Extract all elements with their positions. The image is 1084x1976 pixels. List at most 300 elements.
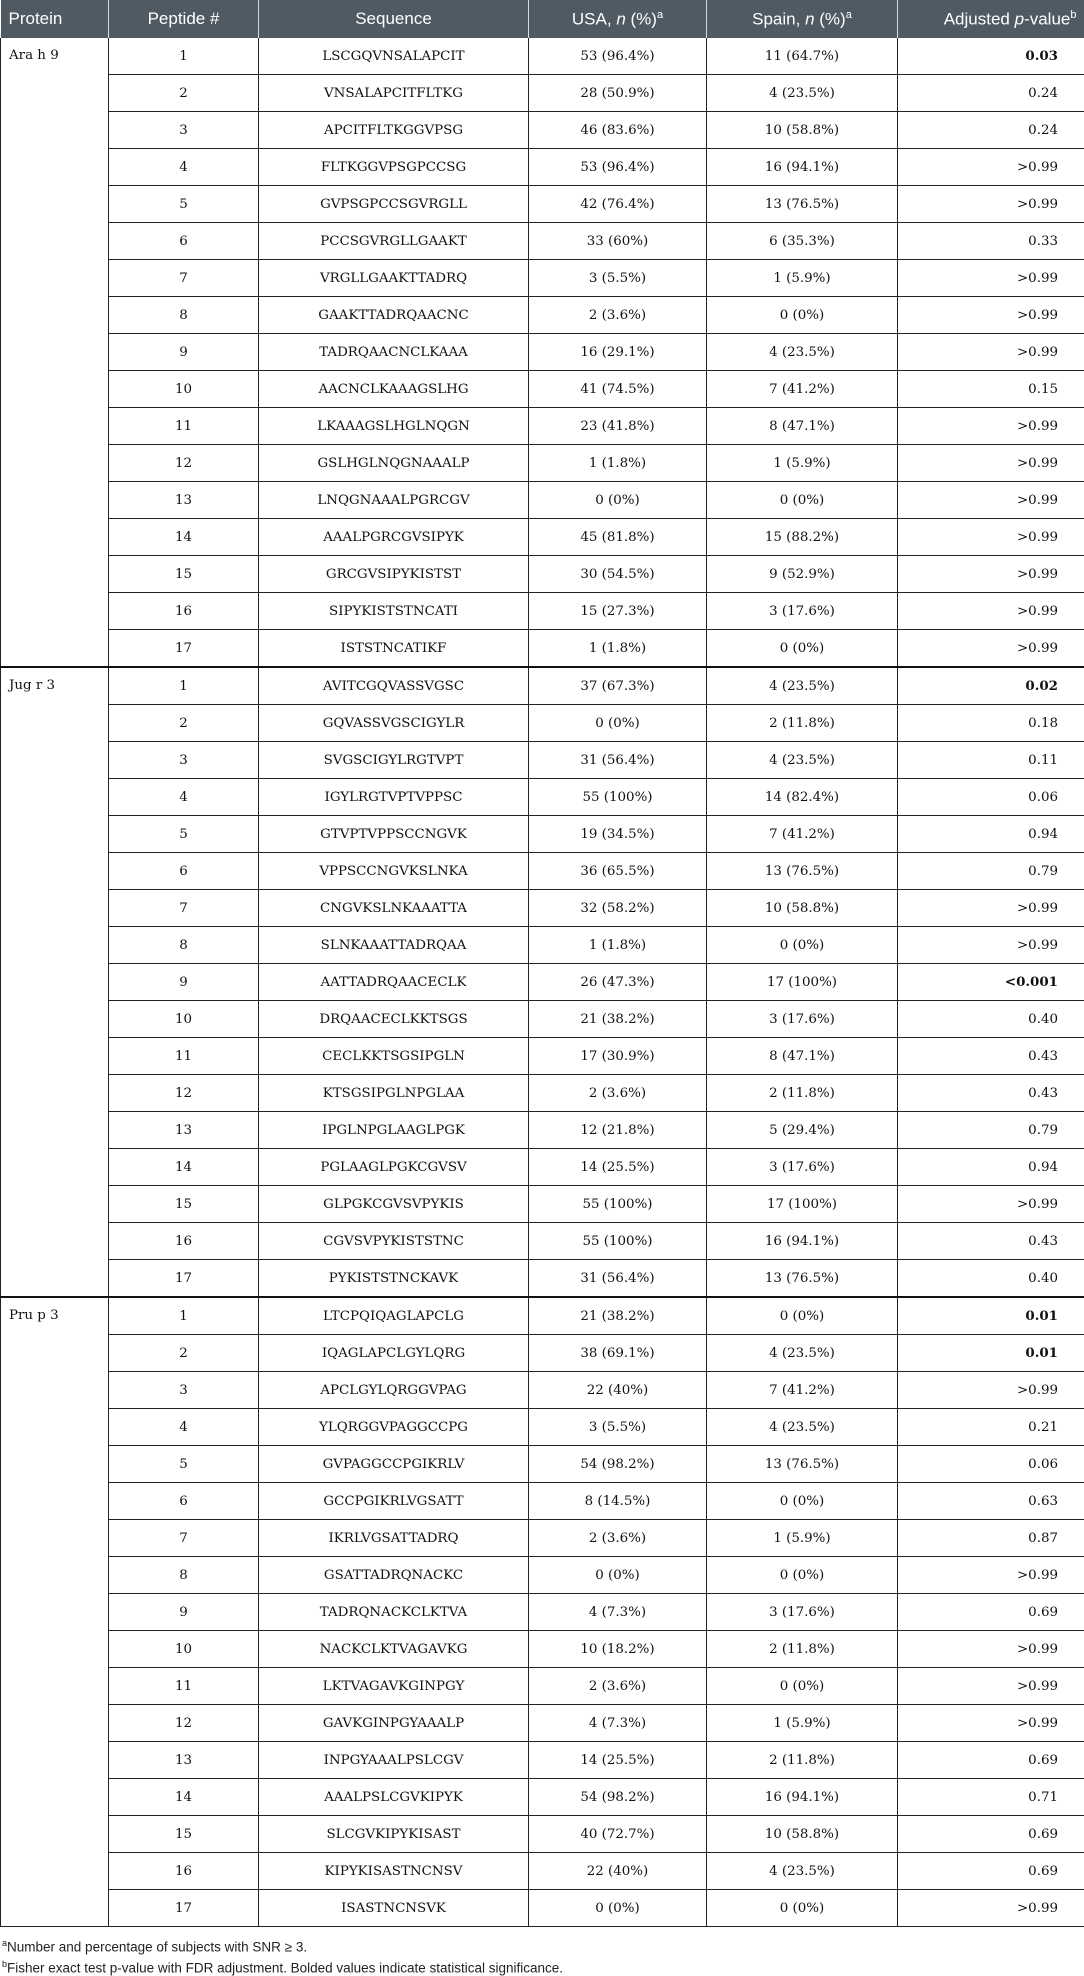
peptide-number-cell: 5 (109, 186, 259, 223)
usa-count-cell: 55 (100%) (529, 779, 707, 816)
sequence-cell: PGLAAGLPGKCGVSV (259, 1149, 529, 1186)
table-row (1, 112, 1084, 149)
spain-count-cell: 7 (41.2%) (707, 816, 898, 853)
table-row (1, 1779, 1084, 1816)
peptide-number-cell: 15 (109, 556, 259, 593)
spain-count-cell: 3 (17.6%) (707, 593, 898, 630)
peptide-number-cell: 15 (109, 1816, 259, 1853)
sequence-cell: GVPSGPCCSGVRGLL (259, 186, 529, 223)
usa-count-cell: 1 (1.8%) (529, 445, 707, 482)
sequence-cell: GRCGVSIPYKISTST (259, 556, 529, 593)
spain-count-cell: 11 (64.7%) (707, 38, 898, 75)
peptide-number-cell: 16 (109, 1853, 259, 1890)
header-spain-n: n (805, 9, 814, 28)
usa-count-cell: 2 (3.6%) (529, 1668, 707, 1705)
footnote-b-text: Fisher exact test p-value with FDR adjustment. Bolded values indicate statistical significance. (7, 1960, 563, 1975)
sequence-cell: LTCPQIQAGLAPCLG (259, 1297, 529, 1335)
spain-count-cell: 16 (94.1%) (707, 149, 898, 186)
peptide-number-cell: 7 (109, 890, 259, 927)
usa-count-cell: 45 (81.8%) (529, 519, 707, 556)
sequence-cell: GSLHGLNQGNAAALP (259, 445, 529, 482)
footnote-a (2, 1935, 1084, 1956)
adjusted-pvalue-cell: >0.99 (898, 593, 1084, 630)
usa-count-cell: 4 (7.3%) (529, 1594, 707, 1631)
table-row (1, 1112, 1084, 1149)
peptide-number-cell: 14 (109, 1779, 259, 1816)
sequence-cell: ISASTNCNSVK (259, 1890, 529, 1927)
sequence-cell: CNGVKSLNKAAATTA (259, 890, 529, 927)
adjusted-pvalue-cell: 0.24 (898, 75, 1084, 112)
table-row (1, 371, 1084, 408)
adjusted-pvalue-cell: 0.43 (898, 1075, 1084, 1112)
adjusted-pvalue-cell: 0.01 (898, 1297, 1084, 1335)
adjusted-pvalue-cell: 0.87 (898, 1520, 1084, 1557)
spain-count-cell: 2 (11.8%) (707, 705, 898, 742)
header-spain-pct: (%) (815, 9, 846, 28)
spain-count-cell: 0 (0%) (707, 927, 898, 964)
sequence-cell: AACNCLKAAAGSLHG (259, 371, 529, 408)
table-row (1, 1705, 1084, 1742)
table-row (1, 1335, 1084, 1372)
peptide-number-cell: 11 (109, 1038, 259, 1075)
usa-count-cell: 14 (25.5%) (529, 1149, 707, 1186)
sequence-cell: IQAGLAPCLGYLQRG (259, 1335, 529, 1372)
header-usa-n: n (616, 9, 625, 28)
adjusted-pvalue-cell: 0.06 (898, 1446, 1084, 1483)
header-usa-pct: (%) (626, 9, 657, 28)
usa-count-cell: 3 (5.5%) (529, 1409, 707, 1446)
table-row (1, 1075, 1084, 1112)
adjusted-pvalue-cell: 0.11 (898, 742, 1084, 779)
spain-count-cell: 0 (0%) (707, 1557, 898, 1594)
table-body (1, 38, 1084, 1927)
sequence-cell: TADRQAACNCLKAAA (259, 334, 529, 371)
usa-count-cell: 22 (40%) (529, 1853, 707, 1890)
spain-count-cell: 0 (0%) (707, 630, 898, 668)
usa-count-cell: 17 (30.9%) (529, 1038, 707, 1075)
usa-count-cell: 0 (0%) (529, 1557, 707, 1594)
sequence-cell: SIPYKISTSTNCATI (259, 593, 529, 630)
protein-cell: Jug r 3 (1, 667, 109, 1297)
peptide-number-cell: 5 (109, 1446, 259, 1483)
peptide-number-cell: 16 (109, 1223, 259, 1260)
spain-count-cell: 7 (41.2%) (707, 371, 898, 408)
table-row (1, 1186, 1084, 1223)
header-usa-footnote: a (657, 9, 663, 21)
usa-count-cell: 42 (76.4%) (529, 186, 707, 223)
table-row (1, 1594, 1084, 1631)
sequence-cell: LKAAAGSLHGLNQGN (259, 408, 529, 445)
sequence-cell: CECLKKTSGSIPGLN (259, 1038, 529, 1075)
adjusted-pvalue-cell: 0.69 (898, 1594, 1084, 1631)
usa-count-cell: 2 (3.6%) (529, 1075, 707, 1112)
usa-count-cell: 15 (27.3%) (529, 593, 707, 630)
spain-count-cell: 4 (23.5%) (707, 742, 898, 779)
table-row (1, 1372, 1084, 1409)
adjusted-pvalue-cell: 0.69 (898, 1816, 1084, 1853)
table-row (1, 779, 1084, 816)
sequence-cell: GAAKTTADRQAACNC (259, 297, 529, 334)
footnote-a-text: Number and percentage of subjects with SNR ≥ 3. (7, 1940, 307, 1955)
peptide-number-cell: 11 (109, 408, 259, 445)
header-row (1, 0, 1084, 38)
sequence-cell: YLQRGGVPAGGCCPG (259, 1409, 529, 1446)
peptide-number-cell: 13 (109, 1742, 259, 1779)
usa-count-cell: 38 (69.1%) (529, 1335, 707, 1372)
spain-count-cell: 4 (23.5%) (707, 667, 898, 705)
header-spain-label: Spain, (752, 9, 805, 28)
usa-count-cell: 2 (3.6%) (529, 297, 707, 334)
adjusted-pvalue-cell: >0.99 (898, 482, 1084, 519)
usa-count-cell: 31 (56.4%) (529, 1260, 707, 1298)
spain-count-cell: 2 (11.8%) (707, 1631, 898, 1668)
spain-count-cell: 9 (52.9%) (707, 556, 898, 593)
peptide-number-cell: 16 (109, 593, 259, 630)
adjusted-pvalue-cell: 0.94 (898, 1149, 1084, 1186)
table-row (1, 1409, 1084, 1446)
usa-count-cell: 33 (60%) (529, 223, 707, 260)
peptide-number-cell: 4 (109, 779, 259, 816)
peptide-number-cell: 7 (109, 1520, 259, 1557)
sequence-cell: AATTADRQAACECLK (259, 964, 529, 1001)
spain-count-cell: 16 (94.1%) (707, 1223, 898, 1260)
adjusted-pvalue-cell: 0.03 (898, 38, 1084, 75)
adjusted-pvalue-cell: >0.99 (898, 556, 1084, 593)
table-row (1, 853, 1084, 890)
spain-count-cell: 0 (0%) (707, 297, 898, 334)
adjusted-pvalue-cell: 0.15 (898, 371, 1084, 408)
table-row (1, 1520, 1084, 1557)
table-row (1, 1742, 1084, 1779)
peptide-number-cell: 3 (109, 112, 259, 149)
table-row (1, 519, 1084, 556)
table-row (1, 1890, 1084, 1927)
peptide-number-cell: 1 (109, 38, 259, 75)
usa-count-cell: 41 (74.5%) (529, 371, 707, 408)
sequence-cell: VNSALAPCITFLTKG (259, 75, 529, 112)
usa-count-cell: 0 (0%) (529, 482, 707, 519)
table-row (1, 38, 1084, 75)
spain-count-cell: 8 (47.1%) (707, 408, 898, 445)
spain-count-cell: 8 (47.1%) (707, 1038, 898, 1075)
spain-count-cell: 4 (23.5%) (707, 75, 898, 112)
adjusted-pvalue-cell: >0.99 (898, 334, 1084, 371)
sequence-cell: AVITCGQVASSVGSC (259, 667, 529, 705)
footnote-a-mark: a (2, 1938, 7, 1948)
peptide-number-cell: 2 (109, 705, 259, 742)
sequence-cell: IPGLNPGLAAGLPGK (259, 1112, 529, 1149)
adjusted-pvalue-cell: >0.99 (898, 445, 1084, 482)
spain-count-cell: 2 (11.8%) (707, 1742, 898, 1779)
spain-count-cell: 2 (11.8%) (707, 1075, 898, 1112)
sequence-cell: DRQAACECLKKTSGS (259, 1001, 529, 1038)
adjusted-pvalue-cell: >0.99 (898, 1557, 1084, 1594)
sequence-cell: LNQGNAAALPGRCGV (259, 482, 529, 519)
sequence-cell: LKTVAGAVKGINPGY (259, 1668, 529, 1705)
peptide-number-cell: 17 (109, 1260, 259, 1298)
peptide-number-cell: 8 (109, 1557, 259, 1594)
spain-count-cell: 7 (41.2%) (707, 1372, 898, 1409)
sequence-cell: SVGSCIGYLRGTVPT (259, 742, 529, 779)
adjusted-pvalue-cell: 0.69 (898, 1853, 1084, 1890)
table-row (1, 1483, 1084, 1520)
sequence-cell: NACKCLKTVAGAVKG (259, 1631, 529, 1668)
table-row (1, 334, 1084, 371)
peptide-number-cell: 17 (109, 1890, 259, 1927)
adjusted-pvalue-cell: 0.02 (898, 667, 1084, 705)
sequence-cell: PYKISTSTNCKAVK (259, 1260, 529, 1298)
header-p: p (1015, 9, 1024, 28)
peptide-number-cell: 6 (109, 853, 259, 890)
spain-count-cell: 4 (23.5%) (707, 334, 898, 371)
adjusted-pvalue-cell: 0.24 (898, 112, 1084, 149)
protein-cell: Ara h 9 (1, 38, 109, 667)
spain-count-cell: 1 (5.9%) (707, 1520, 898, 1557)
table-row (1, 1557, 1084, 1594)
table-row (1, 1631, 1084, 1668)
sequence-cell: GAVKGINPGYAAALP (259, 1705, 529, 1742)
sequence-cell: AAALPSLCGVKIPYK (259, 1779, 529, 1816)
peptide-number-cell: 14 (109, 519, 259, 556)
header-sequence: Sequence (259, 0, 529, 38)
adjusted-pvalue-cell: >0.99 (898, 630, 1084, 668)
peptide-number-cell: 3 (109, 742, 259, 779)
spain-count-cell: 13 (76.5%) (707, 853, 898, 890)
adjusted-pvalue-cell: 0.06 (898, 779, 1084, 816)
spain-count-cell: 17 (100%) (707, 964, 898, 1001)
usa-count-cell: 54 (98.2%) (529, 1446, 707, 1483)
peptide-number-cell: 17 (109, 630, 259, 668)
table-row (1, 1260, 1084, 1298)
spain-count-cell: 17 (100%) (707, 1186, 898, 1223)
usa-count-cell: 0 (0%) (529, 1890, 707, 1927)
table-row (1, 593, 1084, 630)
adjusted-pvalue-cell: >0.99 (898, 1372, 1084, 1409)
table-row (1, 1297, 1084, 1335)
table-row (1, 927, 1084, 964)
sequence-cell: VRGLLGAAKTTADRQ (259, 260, 529, 297)
adjusted-pvalue-cell: >0.99 (898, 1186, 1084, 1223)
peptide-number-cell: 8 (109, 297, 259, 334)
usa-count-cell: 22 (40%) (529, 1372, 707, 1409)
table-row (1, 260, 1084, 297)
usa-count-cell: 1 (1.8%) (529, 927, 707, 964)
peptide-number-cell: 15 (109, 1186, 259, 1223)
peptide-number-cell: 1 (109, 667, 259, 705)
spain-count-cell: 3 (17.6%) (707, 1594, 898, 1631)
spain-count-cell: 6 (35.3%) (707, 223, 898, 260)
adjusted-pvalue-cell: >0.99 (898, 519, 1084, 556)
adjusted-pvalue-cell: 0.18 (898, 705, 1084, 742)
header-adjusted-label: Adjusted (944, 9, 1015, 28)
peptide-number-cell: 13 (109, 482, 259, 519)
adjusted-pvalue-cell: >0.99 (898, 1890, 1084, 1927)
header-value-suffix: -value (1024, 9, 1070, 28)
header-usa-label: USA, (572, 9, 616, 28)
table-row (1, 186, 1084, 223)
adjusted-pvalue-cell: 0.43 (898, 1223, 1084, 1260)
protein-cell: Pru p 3 (1, 1297, 109, 1927)
peptide-number-cell: 14 (109, 1149, 259, 1186)
adjusted-pvalue-cell: >0.99 (898, 1631, 1084, 1668)
sequence-cell: VPPSCCNGVKSLNKA (259, 853, 529, 890)
peptide-number-cell: 13 (109, 1112, 259, 1149)
peptide-number-cell: 4 (109, 149, 259, 186)
table-row (1, 1816, 1084, 1853)
table-row (1, 630, 1084, 668)
usa-count-cell: 26 (47.3%) (529, 964, 707, 1001)
sequence-cell: FLTKGGVPSGPCCSG (259, 149, 529, 186)
usa-count-cell: 30 (54.5%) (529, 556, 707, 593)
footnote-b (2, 1956, 1084, 1976)
peptide-number-cell: 10 (109, 371, 259, 408)
usa-count-cell: 3 (5.5%) (529, 260, 707, 297)
table-row (1, 1038, 1084, 1075)
table-row (1, 556, 1084, 593)
footnote-b-mark: b (2, 1959, 7, 1969)
table-row (1, 742, 1084, 779)
table-row (1, 1223, 1084, 1260)
table-row (1, 1668, 1084, 1705)
peptide-number-cell: 11 (109, 1668, 259, 1705)
usa-count-cell: 14 (25.5%) (529, 1742, 707, 1779)
sequence-cell: LSCGQVNSALAPCIT (259, 38, 529, 75)
table-header (1, 0, 1084, 38)
spain-count-cell: 0 (0%) (707, 1890, 898, 1927)
table-row (1, 223, 1084, 260)
table-row (1, 1853, 1084, 1890)
adjusted-pvalue-cell: >0.99 (898, 1705, 1084, 1742)
usa-count-cell: 19 (34.5%) (529, 816, 707, 853)
sequence-cell: CGVSVPYKISTSTNC (259, 1223, 529, 1260)
peptide-number-cell: 9 (109, 964, 259, 1001)
usa-count-cell: 40 (72.7%) (529, 1816, 707, 1853)
adjusted-pvalue-cell: 0.40 (898, 1001, 1084, 1038)
spain-count-cell: 10 (58.8%) (707, 1816, 898, 1853)
adjusted-pvalue-cell: 0.79 (898, 853, 1084, 890)
peptide-number-cell: 8 (109, 927, 259, 964)
sequence-cell: APCLGYLQRGGVPAG (259, 1372, 529, 1409)
sequence-cell: GLPGKCGVSVPYKIS (259, 1186, 529, 1223)
usa-count-cell: 53 (96.4%) (529, 149, 707, 186)
header-spain-footnote: a (846, 9, 852, 21)
peptide-number-cell: 6 (109, 223, 259, 260)
adjusted-pvalue-cell: 0.01 (898, 1335, 1084, 1372)
sequence-cell: IGYLRGTVPTVPPSC (259, 779, 529, 816)
adjusted-pvalue-cell: >0.99 (898, 927, 1084, 964)
usa-count-cell: 10 (18.2%) (529, 1631, 707, 1668)
usa-count-cell: 4 (7.3%) (529, 1705, 707, 1742)
peptide-number-cell: 12 (109, 1075, 259, 1112)
peptide-number-cell: 10 (109, 1001, 259, 1038)
peptide-number-cell: 12 (109, 445, 259, 482)
adjusted-pvalue-cell: >0.99 (898, 149, 1084, 186)
usa-count-cell: 2 (3.6%) (529, 1520, 707, 1557)
sequence-cell: AAALPGRCGVSIPYK (259, 519, 529, 556)
usa-count-cell: 21 (38.2%) (529, 1001, 707, 1038)
sequence-cell: IKRLVGSATTADRQ (259, 1520, 529, 1557)
peptide-number-cell: 10 (109, 1631, 259, 1668)
usa-count-cell: 32 (58.2%) (529, 890, 707, 927)
adjusted-pvalue-cell: 0.21 (898, 1409, 1084, 1446)
peptide-number-cell: 12 (109, 1705, 259, 1742)
adjusted-pvalue-cell: 0.69 (898, 1742, 1084, 1779)
usa-count-cell: 36 (65.5%) (529, 853, 707, 890)
sequence-cell: SLNKAAATTADRQAA (259, 927, 529, 964)
spain-count-cell: 0 (0%) (707, 1297, 898, 1335)
header-adjusted-footnote: b (1070, 9, 1076, 21)
adjusted-pvalue-cell: 0.79 (898, 1112, 1084, 1149)
peptide-number-cell: 9 (109, 1594, 259, 1631)
adjusted-pvalue-cell: >0.99 (898, 890, 1084, 927)
peptide-number-cell: 2 (109, 1335, 259, 1372)
sequence-cell: APCITFLTKGGVPSG (259, 112, 529, 149)
spain-count-cell: 3 (17.6%) (707, 1001, 898, 1038)
spain-count-cell: 0 (0%) (707, 482, 898, 519)
spain-count-cell: 10 (58.8%) (707, 112, 898, 149)
header-spain (707, 0, 898, 38)
adjusted-pvalue-cell: 0.71 (898, 1779, 1084, 1816)
table-row (1, 667, 1084, 705)
adjusted-pvalue-cell: 0.43 (898, 1038, 1084, 1075)
table-row (1, 890, 1084, 927)
spain-count-cell: 0 (0%) (707, 1668, 898, 1705)
adjusted-pvalue-cell: >0.99 (898, 186, 1084, 223)
spain-count-cell: 13 (76.5%) (707, 1260, 898, 1298)
table-row (1, 1149, 1084, 1186)
adjusted-pvalue-cell: 0.33 (898, 223, 1084, 260)
table-row (1, 1001, 1084, 1038)
spain-count-cell: 1 (5.9%) (707, 445, 898, 482)
adjusted-pvalue-cell: <0.001 (898, 964, 1084, 1001)
spain-count-cell: 1 (5.9%) (707, 260, 898, 297)
adjusted-pvalue-cell: >0.99 (898, 260, 1084, 297)
header-adjusted-pvalue (898, 0, 1084, 38)
adjusted-pvalue-cell: 0.40 (898, 1260, 1084, 1298)
spain-count-cell: 5 (29.4%) (707, 1112, 898, 1149)
sequence-cell: GCCPGIKRLVGSATT (259, 1483, 529, 1520)
table-row (1, 816, 1084, 853)
table-row (1, 149, 1084, 186)
usa-count-cell: 55 (100%) (529, 1186, 707, 1223)
usa-count-cell: 0 (0%) (529, 705, 707, 742)
adjusted-pvalue-cell: 0.94 (898, 816, 1084, 853)
sequence-cell: GSATTADRQNACKC (259, 1557, 529, 1594)
sequence-cell: KTSGSIPGLNPGLAA (259, 1075, 529, 1112)
spain-count-cell: 13 (76.5%) (707, 1446, 898, 1483)
peptide-number-cell: 9 (109, 334, 259, 371)
adjusted-pvalue-cell: 0.63 (898, 1483, 1084, 1520)
sequence-cell: PCCSGVRGLLGAAKT (259, 223, 529, 260)
spain-count-cell: 0 (0%) (707, 1483, 898, 1520)
usa-count-cell: 16 (29.1%) (529, 334, 707, 371)
spain-count-cell: 4 (23.5%) (707, 1853, 898, 1890)
peptide-number-cell: 4 (109, 1409, 259, 1446)
spain-count-cell: 1 (5.9%) (707, 1705, 898, 1742)
usa-count-cell: 28 (50.9%) (529, 75, 707, 112)
peptide-number-cell: 5 (109, 816, 259, 853)
peptide-number-cell: 3 (109, 1372, 259, 1409)
table-row (1, 1446, 1084, 1483)
usa-count-cell: 46 (83.6%) (529, 112, 707, 149)
peptide-number-cell: 2 (109, 75, 259, 112)
header-protein: Protein (1, 0, 109, 38)
header-usa (529, 0, 707, 38)
usa-count-cell: 21 (38.2%) (529, 1297, 707, 1335)
usa-count-cell: 8 (14.5%) (529, 1483, 707, 1520)
spain-count-cell: 16 (94.1%) (707, 1779, 898, 1816)
table-row (1, 75, 1084, 112)
